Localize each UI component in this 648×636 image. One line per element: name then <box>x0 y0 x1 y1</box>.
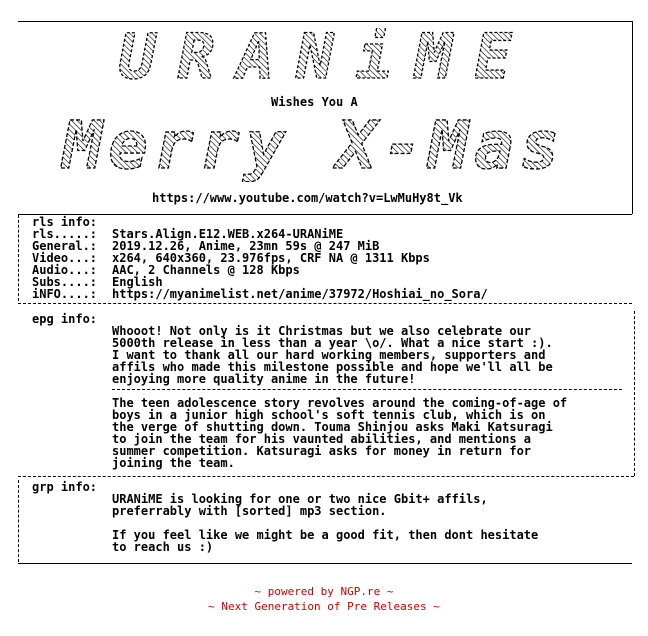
footer-tagline: ~ Next Generation of Pre Releases ~ <box>208 600 440 613</box>
rls-key-general: General.: <box>32 239 98 253</box>
epg-bottom-border <box>18 476 634 477</box>
rls-info-header: rls info: <box>32 215 98 229</box>
epg-p2-line: The teen adolescence story revolves around the coming-of-age of <box>112 396 568 410</box>
rls-left-border <box>18 215 19 301</box>
grp-p1-line: preferrably with [sorted] mp3 section. <box>112 504 387 518</box>
script-art-text: Merry X-Mas <box>62 112 566 182</box>
epg-p1-line: I want to thank all our hard working members, supporters and <box>112 348 546 362</box>
epg-p2-line: the verge of shutting down. Touma Shinjou asks Maki Katsuragi <box>112 420 553 434</box>
grp-p2-line: to reach us :) <box>112 540 214 554</box>
grp-p2-line: If you feel like we might be a good fit, then dont hesitate <box>112 528 539 542</box>
footer-powered-by[interactable]: ~ powered by NGP.re ~ <box>254 585 394 598</box>
rls-value-audio: AAC, 2 Channels @ 128 Kbps <box>112 263 300 277</box>
grp-p1-line: URANiME is looking for one or two nice Gbit+ affils, <box>112 492 488 506</box>
epg-p1-line: enjoying more quality anime in the future! <box>112 372 416 386</box>
rls-key-release: rls.....: <box>32 227 98 241</box>
rls-value-info-link[interactable]: https://myanimelist.net/anime/37972/Hoshiai_no_Sora/ <box>112 287 488 301</box>
epg-p1-line: affils who made this milestone possible and hope we'll all be <box>112 360 553 374</box>
banner-subtitle: Wishes You A <box>271 95 358 109</box>
rls-value-video: x264, 640x360, 23.976fps, CRF NA @ 1311 Kbps <box>112 251 430 265</box>
epg-p2-line: joining the team. <box>112 456 235 470</box>
epg-p2-line: to join the team for his vaunted abilities, and mentions a <box>112 432 532 446</box>
rls-value-general: 2019.12.26, Anime, 23mn 59s @ 247 MiB <box>112 239 380 253</box>
grp-info-header: grp info: <box>32 480 98 494</box>
grp-bottom-border <box>18 563 632 564</box>
epg-p1-line: 5000th release in less than a year \o/. What a nice start :). <box>112 336 553 350</box>
banner-bottom-border <box>18 214 632 215</box>
title-ascii-art <box>56 28 596 88</box>
epg-p1-line: Whooot! Not only is it Christmas but we also celebrate our <box>112 324 532 338</box>
epg-p2-line: summer competition. Katsuragi asks for money in return for <box>112 444 532 458</box>
rls-key-video: Video...: <box>32 251 98 265</box>
epg-divider <box>112 389 622 390</box>
epg-p2-line: boys in a junior high school's soft tennis club, which is on <box>112 408 546 422</box>
merry-xmas-ascii-art <box>6 112 622 182</box>
youtube-link[interactable]: https://www.youtube.com/watch?v=LwMuHy8t_Vk <box>152 191 463 205</box>
rls-value-subs: English <box>112 275 163 289</box>
rls-bottom-border <box>18 303 632 304</box>
epg-info-header: epg info: <box>32 312 98 326</box>
banner-right-border <box>632 21 633 214</box>
title-art-text: URANiME <box>118 28 534 88</box>
grp-left-border <box>18 480 19 562</box>
rls-key-info: iNFO....: <box>32 287 98 301</box>
rls-value-release: Stars.Align.E12.WEB.x264-URANiME <box>112 227 344 241</box>
rls-key-audio: Audio...: <box>32 263 98 277</box>
rls-key-subs: Subs....: <box>32 275 98 289</box>
banner-top-border <box>18 21 632 22</box>
epg-right-border <box>634 311 635 476</box>
